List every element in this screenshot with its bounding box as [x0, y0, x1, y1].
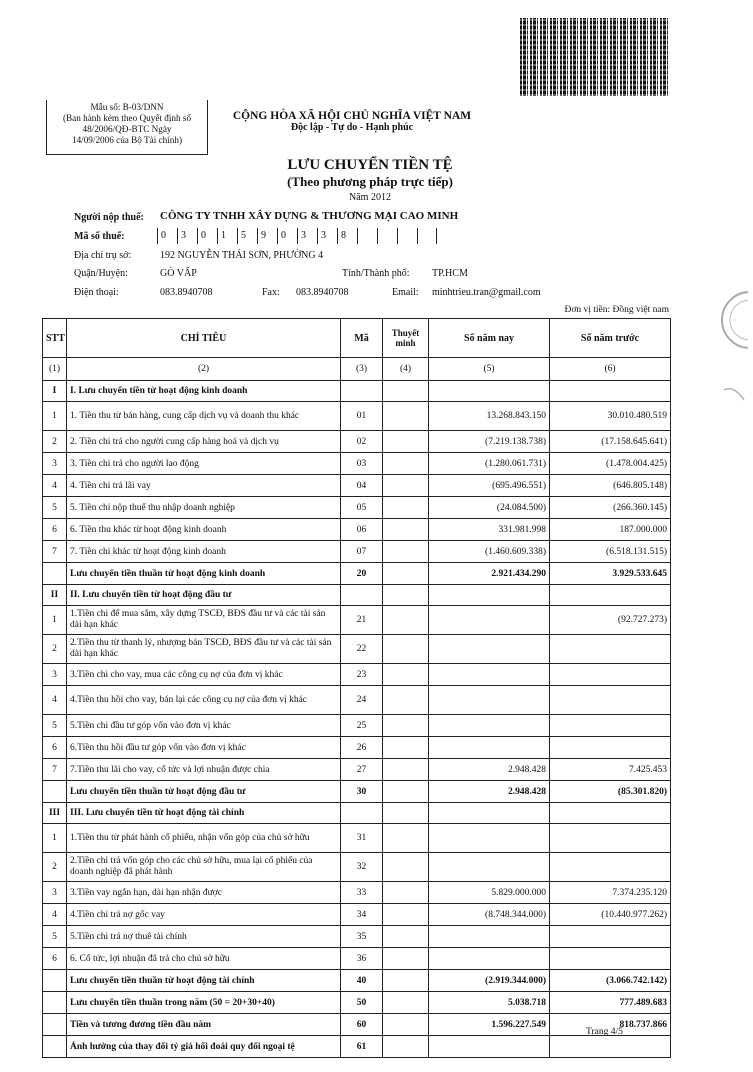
- cell-code: 34: [341, 904, 383, 926]
- taxcode-digit: 8: [337, 228, 357, 244]
- cell-this-year: 5.038.718: [429, 992, 550, 1014]
- cell-item: 6.Tiền thu hồi đầu tư góp vốn vào đơn vị khác: [67, 737, 341, 759]
- cell-stt: 1: [43, 606, 67, 635]
- cell-this-year: 1.596.227.549: [429, 1014, 550, 1036]
- cell-note: [383, 606, 429, 635]
- cell-last-year: (85.301.820): [550, 781, 671, 803]
- cell-last-year: 187.000.000: [550, 519, 671, 541]
- cell-stt: 6: [43, 737, 67, 759]
- cell-note: [383, 737, 429, 759]
- cell-item: 6. Cổ tức, lợi nhuận đã trả cho chủ sở hữu: [67, 948, 341, 970]
- cell-code: 21: [341, 606, 383, 635]
- cell-code: 05: [341, 497, 383, 519]
- cell-item: Tiền và tương đương tiền đầu năm: [67, 1014, 341, 1036]
- cell-stt: 7: [43, 541, 67, 563]
- taxcode-digit: [377, 228, 397, 244]
- taxcode-digit: 9: [257, 228, 277, 244]
- table-row: [43, 926, 671, 948]
- taxcode-digit: [357, 228, 377, 244]
- cell-stt: 4: [43, 686, 67, 715]
- form-code: Mẫu số: B-03/DNN: [90, 102, 164, 112]
- cell-item: 3.Tiền vay ngắn hạn, dài hạn nhận được: [67, 882, 341, 904]
- table-row: [43, 1014, 671, 1036]
- cell-note: [383, 970, 429, 992]
- cell-item: 1. Tiền thu từ bán hàng, cung cấp dịch vụ và doanh thu khác: [67, 402, 341, 431]
- cell-stt: [43, 1036, 67, 1058]
- cell-this-year: [429, 606, 550, 635]
- table-row: [43, 381, 671, 402]
- cell-last-year: (646.805.148): [550, 475, 671, 497]
- table-row: [43, 970, 671, 992]
- cell-item: 4.Tiền thu hồi cho vay, bán lại các công cụ nợ của đơn vị khác: [67, 686, 341, 715]
- barcode-image: [520, 18, 670, 96]
- table-row: [43, 664, 671, 686]
- cell-item: II. Lưu chuyển tiền từ hoạt động đầu tư: [67, 585, 341, 606]
- cell-note: [383, 948, 429, 970]
- cell-this-year: [429, 948, 550, 970]
- taxcode-boxes: [157, 228, 437, 244]
- cell-stt: [43, 992, 67, 1014]
- address-label: Địa chỉ trụ sở:: [74, 250, 132, 261]
- cell-this-year: (1.280.061.731): [429, 453, 550, 475]
- cell-last-year: 30.010.480.519: [550, 402, 671, 431]
- form-code-box: [46, 100, 208, 155]
- cell-last-year: [550, 824, 671, 853]
- table-row: [43, 824, 671, 853]
- cell-last-year: [550, 715, 671, 737]
- cell-item: 4.Tiền chi trả nợ gốc vay: [67, 904, 341, 926]
- cell-this-year: [429, 824, 550, 853]
- cell-this-year: (695.496.551): [429, 475, 550, 497]
- cell-this-year: [429, 686, 550, 715]
- cell-last-year: (3.066.742.142): [550, 970, 671, 992]
- cell-code: [341, 381, 383, 402]
- cell-code: 02: [341, 431, 383, 453]
- cell-last-year: (92.727.273): [550, 606, 671, 635]
- col-number: (1): [43, 358, 67, 381]
- cell-code: 03: [341, 453, 383, 475]
- cell-item: Lưu chuyển tiền thuần từ hoạt động đầu tư: [67, 781, 341, 803]
- col-number: (4): [383, 358, 429, 381]
- table-header-row: [43, 319, 671, 358]
- cell-item: 3. Tiền chi trả cho người lao động: [67, 453, 341, 475]
- taxcode-digit: 3: [317, 228, 337, 244]
- header-last-year: Số năm trước: [550, 319, 671, 358]
- table-row: [43, 686, 671, 715]
- cell-code: 32: [341, 853, 383, 882]
- cell-item: Lưu chuyển tiền thuần từ hoạt động kinh doanh: [67, 563, 341, 585]
- cell-last-year: [550, 737, 671, 759]
- cell-note: [383, 781, 429, 803]
- cell-item: 1.Tiền chi để mua sắm, xây dựng TSCĐ, BĐS đầu tư và các tài sản dài hạn khác: [67, 606, 341, 635]
- table-row: [43, 781, 671, 803]
- email-label: Email:: [392, 287, 419, 298]
- cell-this-year: [429, 853, 550, 882]
- col-number: (3): [341, 358, 383, 381]
- cell-item: 7.Tiền thu lãi cho vay, cổ tức và lợi nhuận được chia: [67, 759, 341, 781]
- cell-item: Lưu chuyển tiền thuần từ hoạt động tài chính: [67, 970, 341, 992]
- cell-note: [383, 453, 429, 475]
- cell-item: 2.Tiền chi trả vốn góp cho các chủ sở hữu, mua lại cổ phiếu của doanh nghiệp đã phát hành: [67, 853, 341, 882]
- cell-last-year: [550, 948, 671, 970]
- cell-last-year: [550, 803, 671, 824]
- page-number: Trang 4/5: [586, 1027, 623, 1037]
- cell-note: [383, 824, 429, 853]
- cash-flow-table: [42, 318, 671, 1058]
- cell-last-year: [550, 635, 671, 664]
- cell-note: [383, 926, 429, 948]
- cell-note: [383, 381, 429, 402]
- taxcode-digit: 1: [217, 228, 237, 244]
- cell-code: 60: [341, 1014, 383, 1036]
- taxcode-label: Mã số thuế:: [74, 231, 125, 242]
- cell-stt: 3: [43, 453, 67, 475]
- cell-note: [383, 992, 429, 1014]
- cell-this-year: 2.948.428: [429, 781, 550, 803]
- cell-this-year: [429, 381, 550, 402]
- table-row: [43, 563, 671, 585]
- cell-stt: 2: [43, 853, 67, 882]
- cell-stt: 6: [43, 948, 67, 970]
- cell-code: 26: [341, 737, 383, 759]
- table-row: [43, 992, 671, 1014]
- header-this-year: Số năm nay: [429, 319, 550, 358]
- district-label: Quận/Huyện:: [74, 268, 128, 279]
- cell-stt: [43, 781, 67, 803]
- cell-item: 6. Tiền thu khác từ hoạt động kinh doanh: [67, 519, 341, 541]
- cell-note: [383, 519, 429, 541]
- table-row: [43, 759, 671, 781]
- taxcode-digit: 0: [157, 228, 177, 244]
- cell-stt: [43, 563, 67, 585]
- cell-code: 35: [341, 926, 383, 948]
- cell-code: 30: [341, 781, 383, 803]
- taxpayer-label: Người nộp thuế:: [74, 212, 144, 223]
- cell-last-year: [550, 381, 671, 402]
- cell-item: III. Lưu chuyển tiền từ hoạt động tài chính: [67, 803, 341, 824]
- cell-this-year: (7.219.138.738): [429, 431, 550, 453]
- cell-stt: I: [43, 381, 67, 402]
- cell-code: 31: [341, 824, 383, 853]
- cell-this-year: 2.921.434.290: [429, 563, 550, 585]
- cell-stt: 5: [43, 926, 67, 948]
- cell-note: [383, 563, 429, 585]
- cell-code: [341, 585, 383, 606]
- table-row: [43, 882, 671, 904]
- taxcode-digit: [417, 228, 437, 244]
- cell-last-year: 7.425.453: [550, 759, 671, 781]
- cell-note: [383, 686, 429, 715]
- cell-stt: 4: [43, 904, 67, 926]
- table-row: [43, 853, 671, 882]
- cell-stt: II: [43, 585, 67, 606]
- cell-note: [383, 664, 429, 686]
- cell-last-year: [550, 585, 671, 606]
- phone-label: Điện thoại:: [74, 287, 119, 298]
- cell-this-year: 2.948.428: [429, 759, 550, 781]
- cell-code: 36: [341, 948, 383, 970]
- cell-item: I. Lưu chuyển tiền từ hoạt động kinh doanh: [67, 381, 341, 402]
- report-subtitle: (Theo phương pháp trực tiếp): [287, 174, 453, 189]
- cell-code: 20: [341, 563, 383, 585]
- cell-note: [383, 904, 429, 926]
- cell-last-year: [550, 926, 671, 948]
- taxcode-digit: 0: [197, 228, 217, 244]
- cell-code: 06: [341, 519, 383, 541]
- cell-note: [383, 475, 429, 497]
- cell-last-year: 7.374.235.120: [550, 882, 671, 904]
- cell-stt: 5: [43, 715, 67, 737]
- cell-this-year: [429, 803, 550, 824]
- col-number: (6): [550, 358, 671, 381]
- cell-note: [383, 541, 429, 563]
- cell-this-year: [429, 715, 550, 737]
- cell-code: 23: [341, 664, 383, 686]
- cell-code: 40: [341, 970, 383, 992]
- table-row: [43, 1036, 671, 1058]
- taxcode-digit: 3: [297, 228, 317, 244]
- cell-stt: 2: [43, 431, 67, 453]
- cell-last-year: [550, 664, 671, 686]
- phone-value: 083.8940708: [160, 287, 213, 298]
- cell-last-year: (6.518.131.515): [550, 541, 671, 563]
- cell-note: [383, 1014, 429, 1036]
- cell-code: 22: [341, 635, 383, 664]
- cell-stt: 4: [43, 475, 67, 497]
- table-row: [43, 475, 671, 497]
- cell-this-year: [429, 664, 550, 686]
- taxcode-digit: 5: [237, 228, 257, 244]
- cell-note: [383, 635, 429, 664]
- cell-stt: 2: [43, 635, 67, 664]
- table-row: [43, 431, 671, 453]
- cell-item: 7. Tiền chi khác từ hoạt động kinh doanh: [67, 541, 341, 563]
- cell-note: [383, 585, 429, 606]
- cell-note: [383, 1036, 429, 1058]
- district-value: GÒ VẤP: [160, 268, 197, 279]
- cell-code: 25: [341, 715, 383, 737]
- taxcode-digit: [397, 228, 417, 244]
- cell-last-year: 818.737.866: [550, 1014, 671, 1036]
- cell-last-year: (10.440.977.262): [550, 904, 671, 926]
- report-title: LƯU CHUYỂN TIỀN TỆ: [287, 157, 453, 173]
- table-row: [43, 737, 671, 759]
- cell-stt: [43, 1014, 67, 1036]
- form-decision-date: 14/09/2006 của Bộ Tài chính): [71, 135, 183, 145]
- cell-code: 04: [341, 475, 383, 497]
- table-row: [43, 541, 671, 563]
- table-row: [43, 803, 671, 824]
- table-row: [43, 904, 671, 926]
- header-code: Mã: [341, 319, 383, 358]
- cell-code: 27: [341, 759, 383, 781]
- cell-last-year: [550, 853, 671, 882]
- cell-item: 2. Tiền chi trả cho người cung cấp hàng hoá và dịch vụ: [67, 431, 341, 453]
- address-value: 192 NGUYỄN THÁI SƠN, PHƯỜNG 4: [160, 250, 324, 261]
- cell-code: [341, 803, 383, 824]
- cell-stt: 3: [43, 664, 67, 686]
- cell-item: 1.Tiền thu từ phát hành cổ phiếu, nhận vốn góp của chủ sở hữu: [67, 824, 341, 853]
- header-stt: STT: [43, 319, 67, 358]
- cell-stt: 7: [43, 759, 67, 781]
- cell-code: 07: [341, 541, 383, 563]
- cell-note: [383, 853, 429, 882]
- email-value: minhtrieu.tran@gmail.com: [432, 287, 541, 298]
- cell-stt: 1: [43, 402, 67, 431]
- taxpayer-name: CÔNG TY TNHH XÂY DỰNG & THƯƠNG MẠI CAO MINH: [160, 210, 459, 222]
- table-row: [43, 715, 671, 737]
- stamp-fragment-icon: [704, 290, 748, 410]
- currency-unit: Đơn vị tiền: Đồng việt nam: [564, 305, 669, 315]
- form-decision-line: (Ban hành kèm theo Quyết định số: [62, 113, 192, 123]
- cell-item: Lưu chuyển tiền thuần trong năm (50 = 20+30+40): [67, 992, 341, 1014]
- fax-label: Fax:: [262, 287, 280, 298]
- cell-code: 33: [341, 882, 383, 904]
- cell-stt: [43, 970, 67, 992]
- cell-item: 4. Tiền chi trả lãi vay: [67, 475, 341, 497]
- cell-item: 2.Tiền thu từ thanh lý, nhượng bán TSCĐ, BĐS đầu tư và các tài sản dài hạn khác: [67, 635, 341, 664]
- table-row: [43, 402, 671, 431]
- report-year: Năm 2012: [349, 192, 391, 203]
- cell-last-year: (17.158.645.641): [550, 431, 671, 453]
- cell-note: [383, 715, 429, 737]
- form-decision-number: 48/2006/QĐ-BTC Ngày: [82, 124, 172, 134]
- cell-note: [383, 402, 429, 431]
- cell-this-year: 331.981.998: [429, 519, 550, 541]
- cell-this-year: [429, 635, 550, 664]
- cell-code: 61: [341, 1036, 383, 1058]
- cell-this-year: [429, 585, 550, 606]
- cell-item: Ảnh hưởng của thay đổi tỷ giá hối đoái quy đổi ngoại tệ: [67, 1036, 341, 1058]
- nation-name: CỘNG HÒA XÃ HỘI CHỦ NGHĨA VIỆT NAM: [232, 110, 472, 122]
- cell-this-year: (2.919.344.000): [429, 970, 550, 992]
- fax-value: 083.8940708: [296, 287, 349, 298]
- cell-this-year: [429, 926, 550, 948]
- cell-note: [383, 497, 429, 519]
- col-number: (2): [67, 358, 341, 381]
- table-row: [43, 635, 671, 664]
- table-row: [43, 519, 671, 541]
- cell-stt: 3: [43, 882, 67, 904]
- cell-stt: 1: [43, 824, 67, 853]
- cell-code: 01: [341, 402, 383, 431]
- header-note: Thuyết minh: [383, 319, 429, 358]
- cell-this-year: [429, 1036, 550, 1058]
- cell-last-year: (1.478.004.425): [550, 453, 671, 475]
- column-number-row: [43, 358, 671, 381]
- national-header: [222, 110, 482, 133]
- table-row: [43, 497, 671, 519]
- table-row: [43, 453, 671, 475]
- cell-item: 5.Tiền chi đầu tư góp vốn vào đơn vị khác: [67, 715, 341, 737]
- cell-note: [383, 431, 429, 453]
- province-label: Tỉnh/Thành phố:: [342, 268, 410, 279]
- cell-this-year: (1.460.609.338): [429, 541, 550, 563]
- taxcode-digit: 3: [177, 228, 197, 244]
- cell-note: [383, 803, 429, 824]
- report-title-block: [200, 157, 540, 203]
- table-row: [43, 606, 671, 635]
- cell-last-year: (266.360.145): [550, 497, 671, 519]
- table-row: [43, 948, 671, 970]
- cell-last-year: [550, 686, 671, 715]
- cell-stt: 5: [43, 497, 67, 519]
- cell-stt: III: [43, 803, 67, 824]
- cell-this-year: 13.268.843.150: [429, 402, 550, 431]
- table-row: [43, 585, 671, 606]
- cell-last-year: 777.489.683: [550, 992, 671, 1014]
- nation-motto: Độc lập - Tự do - Hạnh phúc: [290, 122, 414, 133]
- cell-note: [383, 759, 429, 781]
- cell-item: 3.Tiền chi cho vay, mua các công cụ nợ của đơn vị khác: [67, 664, 341, 686]
- taxcode-digit: 0: [277, 228, 297, 244]
- col-number: (5): [429, 358, 550, 381]
- province-value: TP.HCM: [432, 268, 468, 279]
- cell-this-year: 5.829.000.000: [429, 882, 550, 904]
- cell-note: [383, 882, 429, 904]
- cell-code: 24: [341, 686, 383, 715]
- cell-last-year: [550, 1036, 671, 1058]
- cell-stt: 6: [43, 519, 67, 541]
- cell-item: 5. Tiền chi nộp thuế thu nhập doanh nghiệp: [67, 497, 341, 519]
- cell-last-year: 3.929.533.645: [550, 563, 671, 585]
- cell-this-year: [429, 737, 550, 759]
- cell-item: 5.Tiền chi trả nợ thuê tài chính: [67, 926, 341, 948]
- cell-code: 50: [341, 992, 383, 1014]
- cell-this-year: (8.748.344.000): [429, 904, 550, 926]
- header-item: CHỈ TIÊU: [67, 319, 341, 358]
- cell-this-year: (24.084.500): [429, 497, 550, 519]
